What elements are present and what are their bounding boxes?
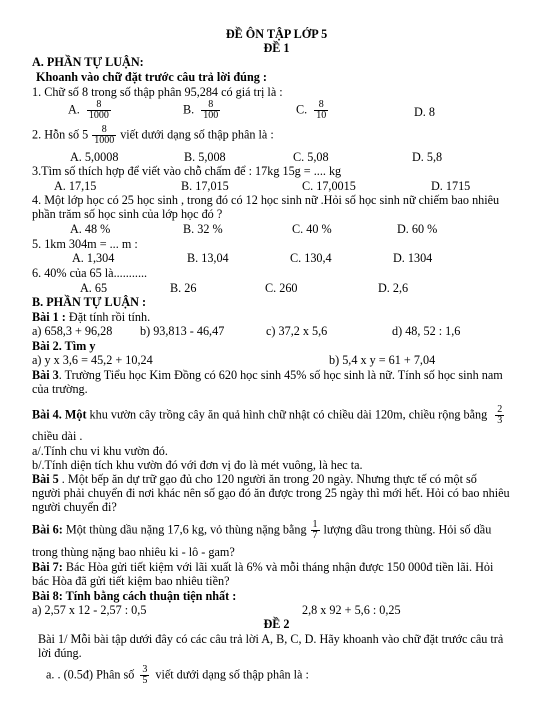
exercise-8-item-b: 2,8 x 92 + 5,6 : 0,25 [302,603,401,617]
q2-option-d: D. 5,8 [412,150,443,164]
question-6: 6. 40% của 65 là........... [32,266,148,280]
q2-option-a: A. 5,0008 [70,150,119,164]
exam-1-heading: ĐỀ 1 [263,41,290,55]
question-2: 2. Hỗn số 5 $\frac{8}{1000}$ viết dưới dạng số thập phân là : [32,124,274,146]
exercise-5-line-3: người chuyển đi? [32,500,117,514]
q3-option-b: B. 17,015 [181,179,229,193]
question-1: 1. Chữ số 8 trong số thập phân 95,284 có giá trị là : [32,85,283,99]
q5-option-a: A. 1,304 [72,251,115,265]
document-title: ĐỀ ÔN TẬP LỚP 5 [225,27,328,41]
question-4-line-2: phần trăm số học sinh của lớp học đó ? [32,207,223,221]
exercise-6-line-1: Bài 6: Một thùng dầu nặng 17,6 kg, vỏ thùng nặng bằng $\frac{1}{7}$ lượng dầu trong thùng. Hỏi số dầu [32,519,492,541]
q3-option-a: A. 17,15 [54,179,97,193]
exercise-3-line-1: Bài 3. Trường Tiểu học Kim Đồng có 620 học sinh 45% số học sinh là nữ. Tính số học sinh nam [32,368,503,382]
q6-option-a: A. 65 [80,281,108,295]
exercise-3-line-2: của trường. [32,382,88,396]
q5-option-d: D. 1304 [393,251,433,265]
question-4-line-1: 4. Một lớp học có 25 học sinh , trong đó có 12 học sinh nữ .Hỏi số học sinh nữ chiếm bao nhiêu [32,193,500,207]
exercise-4-line-2: chiều dài . [32,429,83,443]
exercise-1-item-d: d) 48, 52 : 1,6 [392,324,461,338]
exercise-2-heading: Bài 2. Tìm y [32,339,96,353]
q1-option-a: A. $\frac{8}{1000}$ [68,99,109,121]
q4-option-d: D. 60 % [397,222,438,236]
exercise-8-item-a: a) 2,57 x 12 - 2,57 : 0,5 [32,603,147,617]
q5-option-b: B. 13,04 [187,251,229,265]
fraction: $\frac{8}{10}$ [316,99,327,121]
question-3: 3.Tìm số thích hợp để viết vào chỗ chấm để : 17kg 15g = .... kg [32,164,342,178]
exercise-2-item-a: a) y x 3,6 = 45,2 + 10,24 [32,353,153,367]
q6-option-d: D. 2,6 [378,281,409,295]
q3-option-d: D. 1715 [431,179,471,193]
exercise-5-line-2: người phải chuyển đi nơi khác nên số gạo đó ăn được trong 25 ngày thì mới hết. Hỏi có bao nhiêu [32,486,510,500]
q6-option-b: B. 26 [170,281,197,295]
exercise-4-line-4: b/.Tính diện tích khu vườn đó với đơn vị đo là mét vuông, là hec ta. [32,458,363,472]
exercise-4-line-3: a/.Tính chu vi khu vườn đó. [32,444,168,458]
fraction: $\frac{3}{5}$ [142,664,148,686]
q3-option-c: C. 17,0015 [302,179,356,193]
q1-option-b: B. $\frac{8}{100}$ [183,99,219,121]
exercise-1-item-b: b) 93,813 - 46,47 [140,324,225,338]
exercise-2-item-b: b) 5,4 x y = 61 + 7,04 [329,353,436,367]
exam-2-instruction-line-1: Bài 1/ Mỗi bài tập dưới đây có các câu trả lời A, B, C, D. Hãy khoanh vào chữ đặt trước câu trả [38,632,504,646]
q5-option-c: C. 130,4 [290,251,332,265]
instruction: Khoanh vào chữ đặt trước câu trả lời đúng : [36,70,267,84]
exercise-1-item-a: a) 658,3 + 96,28 [32,324,113,338]
exam-2-heading: ĐỀ 2 [263,617,290,631]
question-5: 5. 1km 304m = ... m : [32,237,138,251]
fraction: $\frac{8}{1000}$ [88,99,109,121]
q4-option-c: C. 40 % [292,222,332,236]
q6-option-c: C. 260 [265,281,298,295]
exercise-6-line-2: trong thùng nặng bao nhiêu ki - lô - gam? [32,545,235,559]
q4-option-b: B. 32 % [183,222,223,236]
section-b-heading: B. PHẦN TỰ LUẬN : [32,295,147,309]
exercise-4-line-1: Bài 4. Một khu vườn cây trồng cây ăn quả hình chữ nhật có chiều dài 120m, chiều rộng bằng $\frac{2}{3}$ [32,404,503,426]
exercise-7-line-2: bác Hòa đã gửi tiết kiệm bao nhiêu tiền? [32,574,230,588]
q1-option-c: C. $\frac{8}{10}$ [296,99,327,121]
exercise-1-heading: Bài 1 : Đặt tính rồi tính. [32,310,151,324]
q4-option-a: A. 48 % [70,222,111,236]
q2-option-b: B. 5,008 [184,150,226,164]
fraction: $\frac{8}{100}$ [203,99,219,121]
exercise-7-line-1: Bài 7: Bác Hòa gửi tiết kiệm với lãi xuất là 6% và mỗi tháng nhận được 150 000đ tiền lãi. Hỏi [32,560,494,574]
fraction: $\frac{2}{3}$ [497,404,503,426]
section-a-heading: A. PHẦN TỰ LUẬN: [32,55,144,69]
exam-2-instruction-line-2: lời đúng. [38,646,82,660]
exercise-8-heading: Bài 8: Tính bằng cách thuận tiện nhất : [32,589,237,603]
q1-option-d: D. 8 [414,105,435,119]
exam-2-question-a: a. . (0.5đ) Phân số $\frac{3}{5}$ viết dưới dạng số thập phân là : [46,664,309,686]
fraction: $\frac{8}{1000}$ [94,124,115,146]
q2-option-c: C. 5,08 [293,150,329,164]
exercise-1-item-c: c) 37,2 x 5,6 [266,324,328,338]
exercise-5-line-1: Bài 5 . Một bếp ăn dự trữ gạo đủ cho 120 người ăn trong 20 ngày. Nhưng thực tế có một số [32,472,477,486]
fraction: $\frac{1}{7}$ [312,519,318,541]
